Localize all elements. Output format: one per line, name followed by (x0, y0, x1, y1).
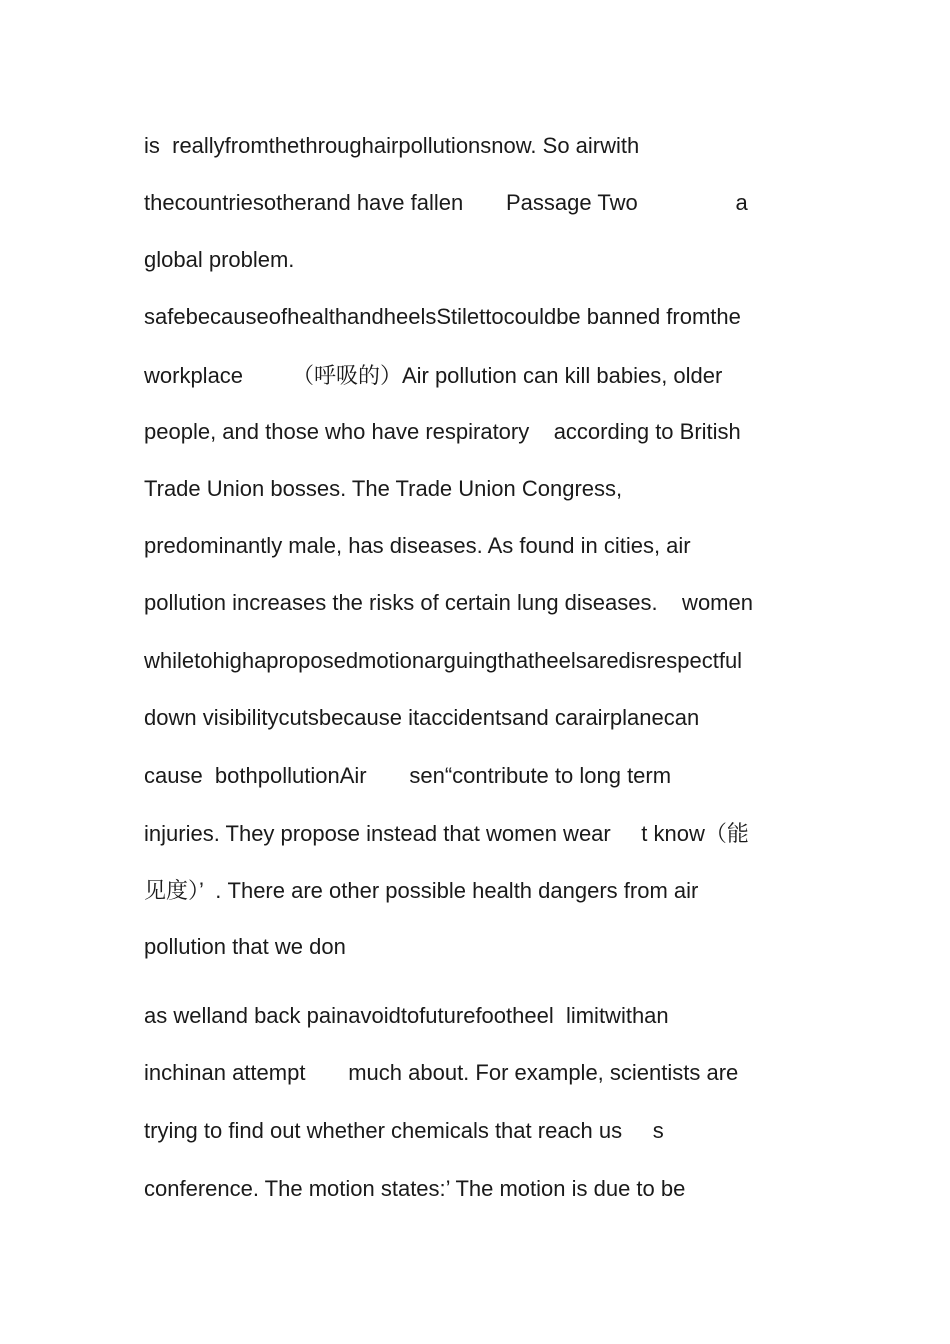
text-line (144, 189, 748, 217)
text-line (144, 1002, 669, 1030)
text-line-content: 见度）’ . There are other possible health dangers from air (144, 878, 699, 903)
text-line-content: inchinan attempt much about. For example, scientists are (144, 1060, 739, 1085)
text-line (144, 704, 699, 732)
text-line-content: people, and those who have respiratory according to British (144, 419, 741, 444)
text-line-content: cause bothpollutionAir sen“contribute to long term (144, 763, 672, 788)
text-line (144, 475, 622, 503)
text-line (144, 933, 346, 961)
text-line (144, 132, 639, 160)
text-line-content: trying to find out whether chemicals that reach us s (144, 1118, 664, 1143)
text-line-content: injuries. They propose instead that women wear t know（能 (144, 821, 749, 846)
text-line (144, 303, 741, 331)
text-line-content: down visibilitycutsbecause itaccidentsand carairplanecan (144, 705, 700, 730)
text-line (144, 762, 671, 790)
text-line (144, 647, 742, 675)
text-line (144, 1117, 664, 1145)
text-line-content: thecountriesotherand have fallen Passage Two a (144, 190, 748, 215)
text-line-content: whiletohighaproposedmotionarguingthatheelsaredisrespectful (144, 648, 743, 673)
text-line (144, 877, 698, 905)
text-line-content: conference. The motion states:’ The motion is due to be (144, 1176, 686, 1201)
text-line (144, 418, 741, 446)
text-line (144, 246, 294, 274)
text-line (144, 820, 749, 848)
text-line-content: predominantly male, has diseases. As found in cities, air (144, 533, 691, 558)
text-line-content: safebecauseofhealthandheelsStilettocouldbe banned fromthe (144, 304, 741, 329)
text-line-content: workplace （呼吸的）Air pollution can kill babies, older (144, 363, 723, 388)
text-line-content: is reallyfromthethroughairpollutionsnow. So airwith (144, 133, 640, 158)
text-line (144, 532, 691, 560)
text-line-content: as welland back painavoidtofuturefootheel limitwithan (144, 1003, 669, 1028)
text-line (144, 1175, 685, 1203)
text-line-content: pollution that we don (144, 934, 346, 959)
text-line-content: global problem. (144, 247, 295, 272)
text-line-content: Trade Union bosses. The Trade Union Congress, (144, 476, 623, 501)
text-line (144, 1059, 738, 1087)
text-line (144, 362, 722, 390)
text-line (144, 589, 753, 617)
text-line-content: pollution increases the risks of certain lung diseases. women (144, 590, 753, 615)
